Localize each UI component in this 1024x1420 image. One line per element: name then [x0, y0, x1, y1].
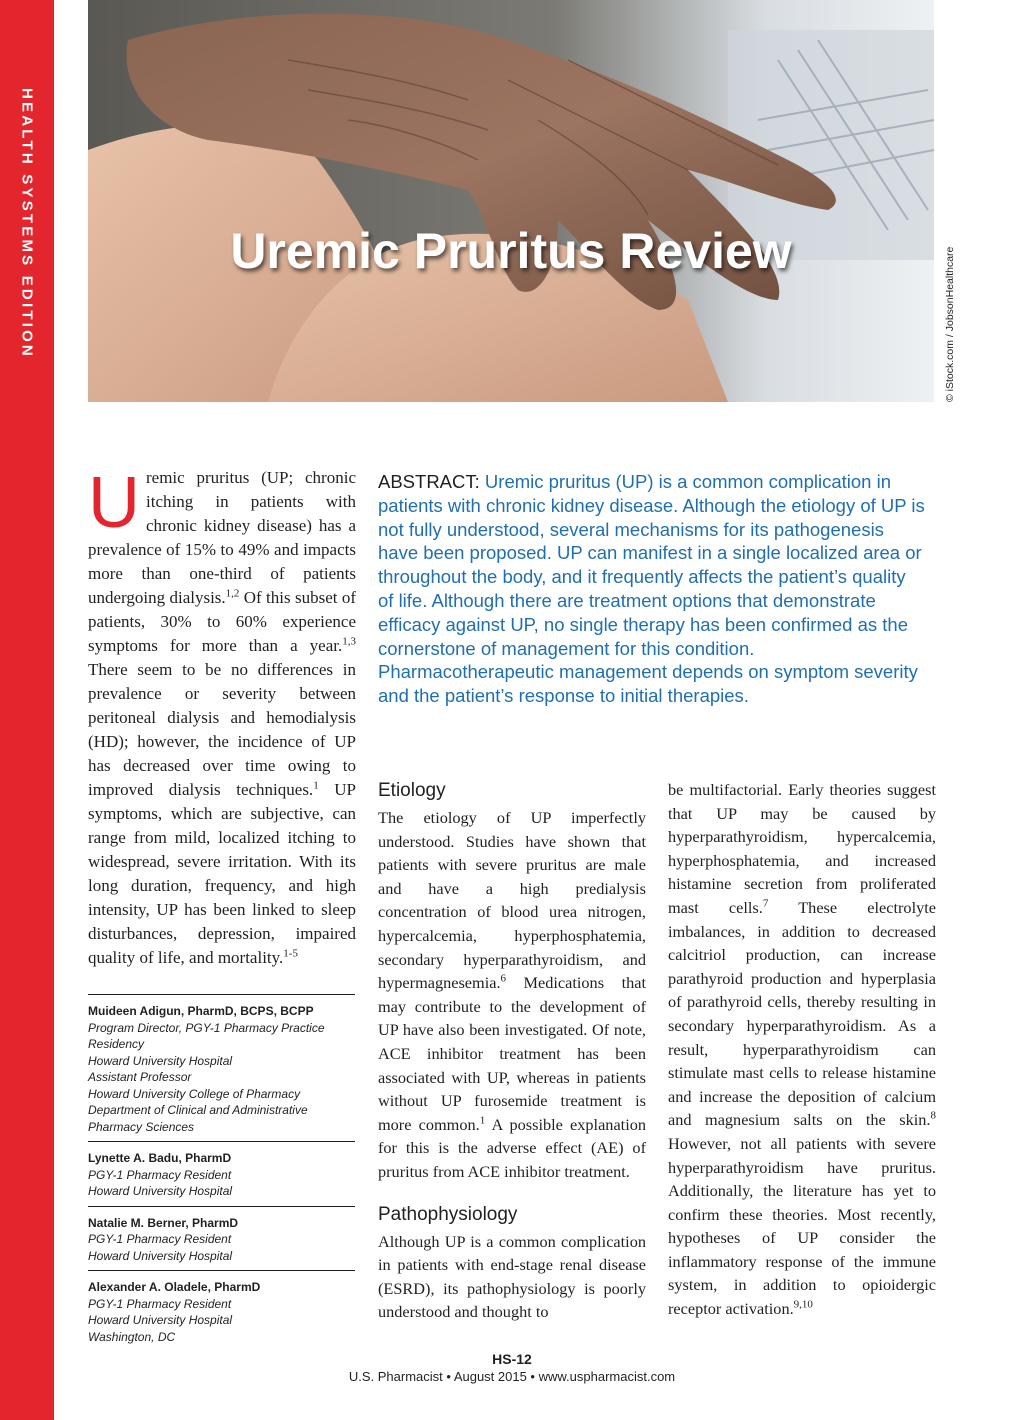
intro-column	[88, 463, 356, 970]
drop-cap: U	[88, 463, 140, 543]
author-list	[88, 994, 355, 1351]
pathophysiology-continued: be multifactorial. Early theories suggest that UP may be caused by hyperparathyroidism, hypercalcemia, hyperphosphatemia, and increased histamine secretion from proliferated mast cells.$^7$ These electrolyte imbalances, in addition to decreased calcitriol production, can increase parathyroid production and hyperplasia of parathyroid cells, thereby resulting in secondary hyperparathyroidism. As a result, hyperparathyroidism can stimulate mast cells to release histamine and increase the deposition of calcium and magnesium salts on the skin.$^8$ However, not all patients with severe hyperparathyroidism have pruritus. Additionally, the literature has yet to confirm these theories. Most recently, hypotheses of UP consider the inflammatory response of the immune system, in addition to opioidergic receptor activation.$^{9,10}$	[668, 780, 936, 1319]
hands-photo	[88, 0, 934, 402]
page-footer	[0, 1350, 1024, 1386]
etiology-heading: Etiology	[378, 780, 446, 801]
author-name: Lynette A. Badu, PharmD	[88, 1151, 232, 1165]
article-title: Uremic Pruritus Review	[230, 223, 792, 279]
abstract-label: ABSTRACT:	[378, 471, 480, 492]
author-name: Alexander A. Oladele, PharmD	[88, 1280, 261, 1294]
etiology-paragraph: The etiology of UP imperfectly understood. Studies have shown that patients with severe pruritus are male and have a high predialysis concentration of blood urea nitrogen, hypercalcemia, hyperphosphatemia, secondary hyperparathyroidism, and hypermagnesemia.$^6$ Medications that may contribute to the development of UP have also been investigated. Of note, ACE inhibitor treatment has been associated with UP, whereas in patients without UP furosemide treatment is more common.$^1$ A possible explanation for this is the adverse effect (AE) of pruritus from ACE inhibitor treatment.	[378, 808, 646, 1181]
photo-credit: © iStock.com / JobsonHealthcare	[944, 246, 956, 402]
body-column-2	[378, 778, 646, 1342]
page-number: HS-12	[492, 1351, 532, 1367]
body-column-3	[668, 778, 936, 1339]
abstract-text: Uremic pruritus (UP) is a common complication in patients with chronic kidney disease. Although the etiology of UP is not fully understood, several mechanisms for its pathogenesis have been proposed. UP can manifest in a single localized area or throughout the body, and it frequently affects the patient’s quality of life. Although there are treatment options that demonstrate efficacy against UP, no single therapy has been confirmed as the cornerstone of management for this condition. Pharmacotherapeutic management depends on symptom severity and the patient’s response to initial therapies.	[378, 471, 925, 707]
author-block: Natalie M. Berner, PharmD PGY-1 Pharmacy Resident Howard University Hospital	[88, 1206, 355, 1271]
author-block: Lynette A. Badu, PharmD PGY-1 Pharmacy Resident Howard University Hospital	[88, 1141, 355, 1206]
hero-image	[88, 0, 934, 402]
author-name: Natalie M. Berner, PharmD	[88, 1215, 239, 1230]
pathophysiology-paragraph: Although UP is a common complication in patients with end-stage renal disease (ESRD), its pathophysiology is poorly understood and thought to	[378, 1231, 646, 1322]
sidebar-band	[0, 0, 54, 1420]
intro-paragraph: Uremic pruritus (UP; chronic itching in patients with chronic kidney disease) has a prevalence of 15% to 49% and impacts more than one-third of patients undergoing dialysis.$^{1,2}$ Of this subset of patients, 30% to 60% experience symptoms for more than a year.$^{1,3}$ There seem to be no differences in prevalence or severity between peritoneal dialysis and hemodialysis (HD); however, the incidence of UP has decreased over time owing to improved dialysis techniques.$^1$ UP symptoms, which are subjective, can range from mild, localized itching to widespread, severe irritation. With its long duration, frequency, and high intensity, UP has been linked to sleep disturbances, depression, impaired quality of life, and mortality.$^{1-5}$	[88, 463, 356, 967]
publication-line: U.S. Pharmacist • August 2015 • www.uspharmacist.com	[348, 1369, 676, 1384]
author-block: Muideen Adigun, PharmD, BCPS, BCPP Program Director, PGY-1 Pharmacy Practice Residency Howard University Hospital Assistant Professor Howard University College of Pharmacy Department of Clinical and Administrative Pharmacy Sciences	[88, 994, 355, 1141]
pathophysiology-heading: Pathophysiology	[378, 1203, 518, 1225]
abstract	[378, 470, 926, 708]
author-block: Alexander A. Oladele, PharmD PGY-1 Pharmacy Resident Howard University Hospital Washington, DC	[88, 1270, 355, 1351]
edition-label: HEALTH SYSTEMS EDITION	[18, 88, 36, 359]
author-name: Muideen Adigun, PharmD, BCPS, BCPP	[88, 1004, 314, 1018]
